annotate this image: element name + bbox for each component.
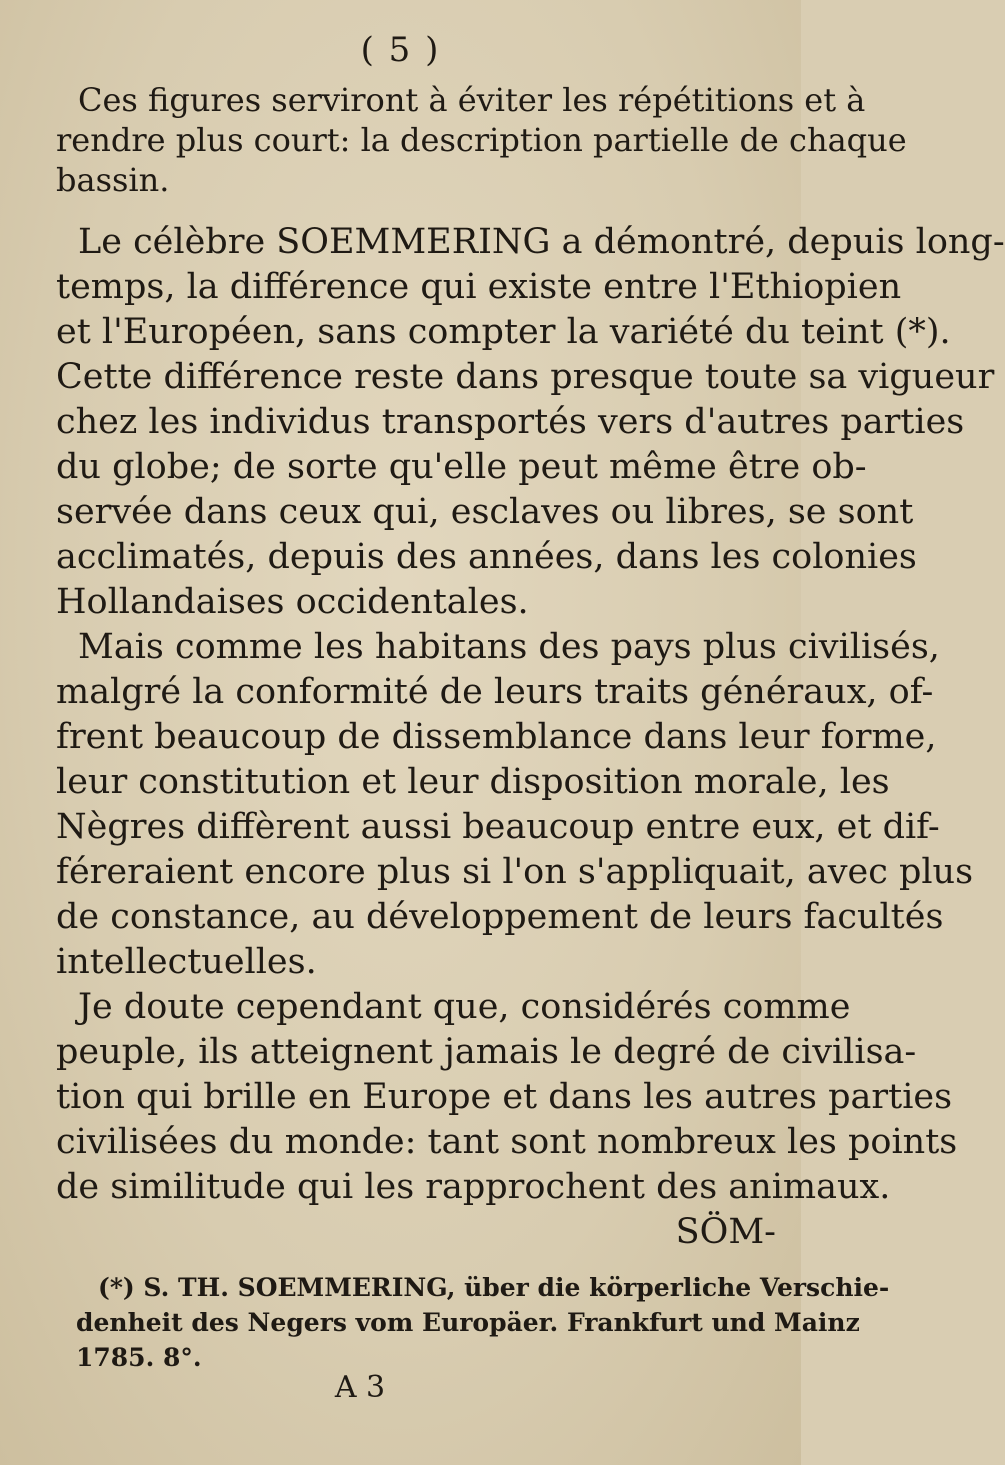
text-line: Mais comme les habitans des pays plus civilisés, — [78, 627, 940, 667]
footnote — [76, 1270, 890, 1375]
paragraph-1 — [56, 80, 907, 200]
text-line: temps, la différence qui existe entre l'Ethiopien — [56, 267, 902, 307]
catchword: SÖM- — [675, 1212, 776, 1252]
text-line: peuple, ils atteignent jamais le degré de civilisa- — [56, 1032, 917, 1072]
text-line: civilisées du monde: tant sont nombreux les points — [56, 1122, 958, 1162]
text-line: acclimatés, depuis des années, dans les colonies — [56, 537, 917, 577]
text-line: bassin. — [56, 161, 170, 199]
signature-mark: A 3 — [334, 1370, 386, 1405]
page-number: ( 5 ) — [360, 30, 441, 70]
text-line: Le célèbre SOEMMERING a démontré, depuis long- — [78, 222, 1005, 262]
text-line: chez les individus transportés vers d'autres parties — [56, 402, 965, 442]
footnote-line: (*) S. TH. SOEMMERING, über die körperliche Verschie- — [98, 1273, 890, 1302]
text-line: intellectuelles. — [56, 942, 317, 982]
text-line: Je doute cependant que, considérés comme — [78, 987, 851, 1027]
text-line: frent beaucoup de dissemblance dans leur forme, — [56, 717, 937, 757]
text-line: malgré la conformité de leurs traits généraux, of- — [56, 672, 934, 712]
text-line: rendre plus court: la description partielle de chaque — [56, 121, 907, 159]
text-line: féreraient encore plus si l'on s'appliquait, avec plus — [56, 852, 974, 892]
text-line: de similitude qui les rapprochent des animaux. — [56, 1167, 891, 1207]
paragraph-3 — [56, 625, 974, 985]
text-line: servée dans ceux qui, esclaves ou libres, se sont — [56, 492, 914, 532]
text-line: Cette différence reste dans presque toute sa vigueur — [56, 357, 995, 397]
text-line: Ces figures serviront à éviter les répétitions et à — [78, 81, 866, 119]
text-line: leur constitution et leur disposition morale, les — [56, 762, 890, 802]
text-line: Hollandaises occidentales. — [56, 582, 529, 622]
footnote-line: 1785. 8°. — [76, 1343, 202, 1372]
footnote-line: denheit des Negers vom Europäer. Frankfurt und Mainz — [76, 1308, 860, 1337]
text-line: et l'Européen, sans compter la variété du teint (*). — [56, 312, 951, 352]
text-line: tion qui brille en Europe et dans les autres parties — [56, 1077, 953, 1117]
paragraph-4 — [56, 985, 958, 1210]
body-text — [56, 80, 1005, 1255]
text-line: de constance, au développement de leurs facultés — [56, 897, 944, 937]
text-line: du globe; de sorte qu'elle peut même être ob- — [56, 447, 867, 487]
paragraph-2 — [56, 220, 1005, 625]
text-line: Nègres diffèrent aussi beaucoup entre eux, et dif- — [56, 807, 940, 847]
